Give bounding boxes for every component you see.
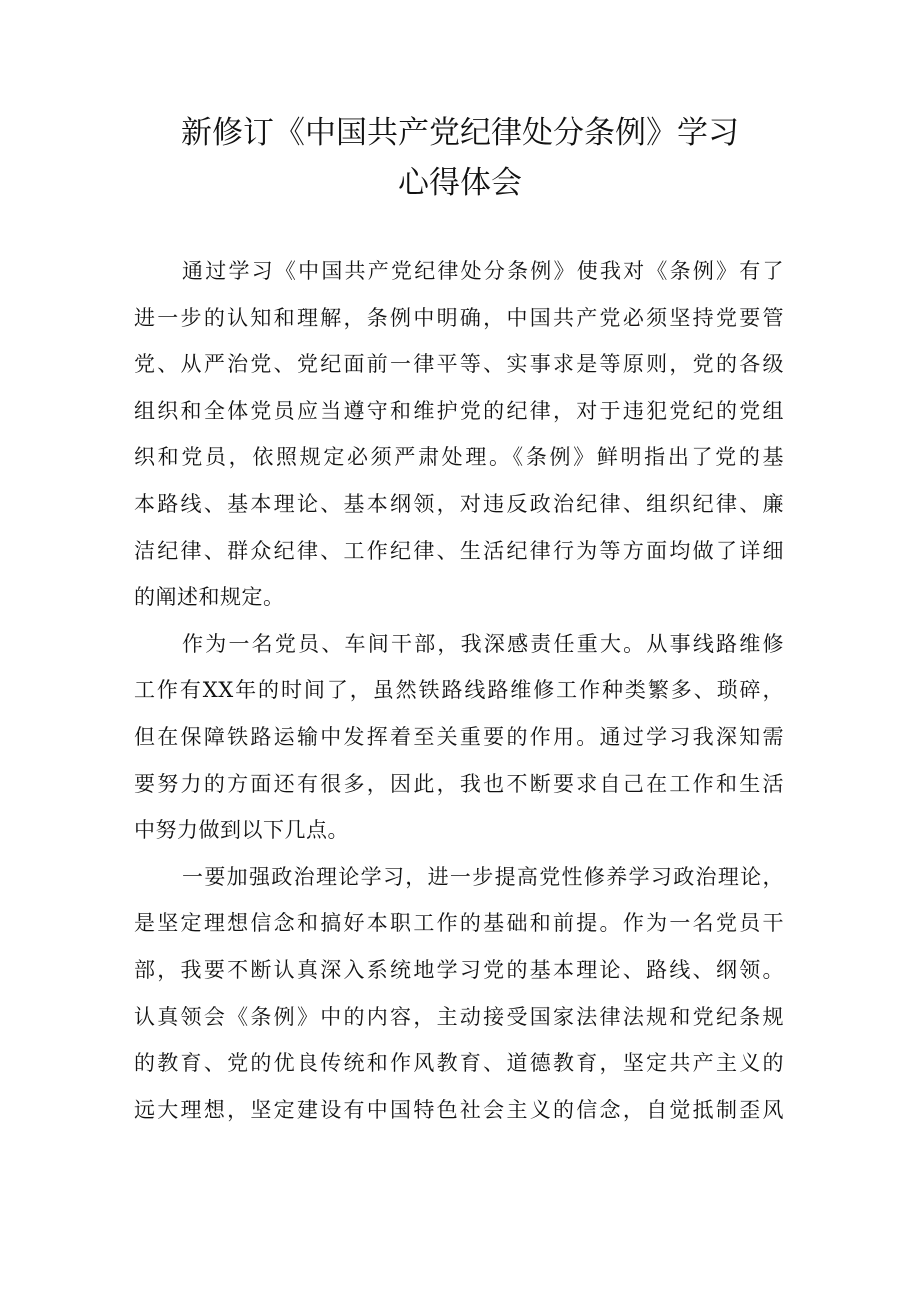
document-body <box>134 248 784 1133</box>
text-line: 党、从严治党、党纪面前一律平等、实事求是等原则，党的各级 <box>134 352 784 377</box>
text-line: 织和党员，依照规定必须严肃处理。《条例》鲜明指出了党的基 <box>134 445 784 470</box>
text-line: 洁纪律、群众纪律、工作纪律、生活纪律行为等方面均做了详细 <box>134 538 784 563</box>
text-line: 的教育、党的优良传统和作风教育、道德教育，坚定共产主义的 <box>134 1051 784 1076</box>
title-line: 新修订《中国共产党纪律处分条例》学习 <box>181 115 739 151</box>
text-line: 部，我要不断认真深入系统地学习党的基本理论、路线、纲领。 <box>134 957 784 982</box>
paragraph-3 <box>134 854 784 1134</box>
text-line: 本路线、基本理论、基本纲领，对违反政治纪律、组织纪律、廉 <box>134 491 784 516</box>
text-line: 要努力的方面还有很多，因此，我也不断要求自己在工作和生活 <box>134 771 784 796</box>
text-line: 的阐述和规定。 <box>134 585 285 610</box>
text-line: 远大理想，坚定建设有中国特色社会主义的信念，自觉抵制歪风 <box>134 1097 784 1122</box>
text-line: 但在保障铁路运输中发挥着至关重要的作用。通过学习我深知需 <box>134 724 784 749</box>
document-title <box>120 108 800 208</box>
paragraph-2 <box>134 621 784 854</box>
text-line: 是坚定理想信念和搞好本职工作的基础和前提。作为一名党员干 <box>134 911 784 936</box>
text-line: 工作有XX年的时间了，虽然铁路线路维修工作种类繁多、琐碎， <box>134 678 784 703</box>
text-line: 认真领会《条例》中的内容，主动接受国家法律法规和党纪条规 <box>134 1004 784 1029</box>
text-line: 一要加强政治理论学习，进一步提高党性修养学习政治理论， <box>182 864 784 889</box>
text-line: 中努力做到以下几点。 <box>134 818 349 843</box>
title-line: 心得体会 <box>398 165 522 201</box>
text-line: 作为一名党员、车间干部，我深感责任重大。从事线路维修 <box>182 631 784 656</box>
text-line: 通过学习《中国共产党纪律处分条例》使我对《条例》有了 <box>182 259 784 283</box>
text-line: 进一步的认知和理解，条例中明确，中国共产党必须坚持党要管 <box>134 305 784 330</box>
text-line: 组织和全体党员应当遵守和维护党的纪律，对于违犯党纪的党组 <box>134 398 784 423</box>
paragraph-1 <box>134 248 784 621</box>
